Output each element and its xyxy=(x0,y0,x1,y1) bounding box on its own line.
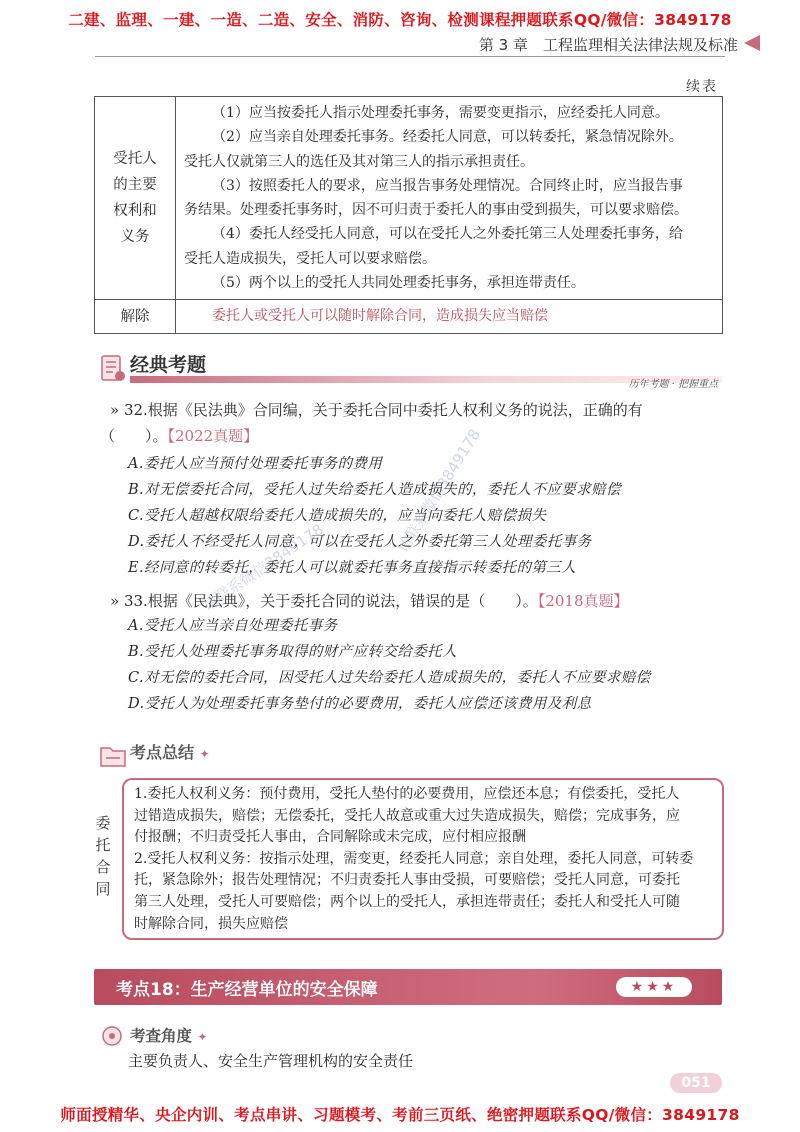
table-line: （4）委托人经受托人同意，可以在受托人之外委托第三人处理委托事务，给 xyxy=(212,226,683,243)
table-line: （2）应当亲自处理委托事务。经委托人同意，可以转委托，紧急情况除外。 xyxy=(212,129,683,146)
question-32-option-e: E.经同意的转委托，委托人可以就委托事务直接指示转委托的第三人 xyxy=(128,560,577,576)
summary-side-label: 委托合同 xyxy=(95,814,111,898)
chapter-triangle-icon xyxy=(744,35,760,51)
kaodian-title: 考点18：生产经营单位的安全保障 xyxy=(116,980,378,1000)
summary-line: 付报酬；不归责受托人事由，合同解除或未完成，应付相应报酬 xyxy=(134,829,526,846)
summary-line: 过错造成损失，赔偿；无偿委托，受托人故意或重大过失造成损失，赔偿；完成事务，应 xyxy=(134,807,680,824)
classic-subtitle: 历年考题 · 把握重点 xyxy=(628,379,718,390)
question-32-option-a: A.委托人应当预付处理委托事务的费用 xyxy=(128,456,383,472)
summary-line: 时解除合同，损失应赔偿 xyxy=(134,915,288,932)
table-line: （5）两个以上的受托人共同处理委托事务，承担连带责任。 xyxy=(212,275,585,292)
summary-line: 2.受托人权利义务：按指示处理，需变更，经委托人同意；亲自处理，委托人同意，可转委 xyxy=(134,850,694,867)
row-content-termination xyxy=(176,300,723,333)
question-33-text: » 33.根据《民法典》，关于委托合同的说法，错误的是（ ）。 xyxy=(110,592,538,610)
entrusted-party-table xyxy=(94,96,723,334)
question-33-stem xyxy=(110,588,629,614)
continued-label: 续表 xyxy=(686,79,718,95)
question-32-option-c: C.受托人超越权限给委托人造成损失的，应当向委托人赔偿损失 xyxy=(128,508,547,524)
table-line: （3）按照委托人的要求，应当报告事务处理情况。合同终止时，应当报告事 xyxy=(212,177,683,194)
table-line: 受托人仅就第三人的选任及其对第三人的指示承担责任。 xyxy=(184,153,534,170)
sparkle-icon: ✦ xyxy=(199,747,210,761)
question-32-blank: （ ）。 xyxy=(100,427,168,445)
footer-ad-banner: 师面授精华、央企内训、考点串讲、习题模考、考前三页纸、绝密押题联系QQ/微信：3849178 xyxy=(60,1106,740,1124)
exam-paper-icon xyxy=(98,350,128,384)
question-32-option-b: B.对无偿委托合同，受托人过失给委托人造成损失的，委托人不应要求赔偿 xyxy=(128,482,621,498)
summary-text xyxy=(134,784,716,935)
question-33-option-b: B.受托人处理委托事务取得的财产应转交给委托人 xyxy=(128,644,457,660)
table-line: （1）应当按委托人指示处理委托事务，需要变更指示，应经委托人同意。 xyxy=(212,105,669,121)
page-number: 051 xyxy=(670,1073,722,1093)
header-ad-banner: 二建、监理、一建、一造、二造、安全、消防、咨询、检测课程押题联系QQ/微信：3849178 xyxy=(68,11,732,29)
question-32-year-tag: 【2022真题】 xyxy=(167,427,259,445)
kaocha-title xyxy=(130,1024,207,1046)
watermark: 请联系微信3849178 xyxy=(199,520,327,615)
row-label-termination: 解除 xyxy=(95,300,176,333)
importance-stars: ★★★ xyxy=(616,977,692,997)
question-32-stem: » 32.根据《民法典》合同编，关于委托合同中委托人权利义务的说法，正确的有 xyxy=(110,401,643,419)
kaocha-header xyxy=(94,1024,394,1050)
kaocha-title-text: 考查角度 xyxy=(130,1027,193,1045)
question-33-year-tag: 【2018真题】 xyxy=(537,592,629,610)
question-33-option-c: C.对无偿的委托合同，因受托人过失给委托人造成损失的，委托人不应要求赔偿 xyxy=(128,670,651,686)
summary-header xyxy=(94,738,394,768)
eye-check-icon xyxy=(98,1020,128,1054)
question-33-option-a: A.受托人应当亲自处理委托事务 xyxy=(128,618,338,634)
summary-line: 第三人处理，受托人可要赔偿；两个以上的受托人，承担连带责任；委托人和受托人可随 xyxy=(134,893,680,910)
classic-questions-header xyxy=(94,348,722,388)
summary-box xyxy=(122,778,724,940)
row-label-rights xyxy=(95,97,176,300)
summary-line: 托，紧急除外；报告处理情况；不归责委托人事由受损，可要赔偿；受托人同意，可委托 xyxy=(134,872,680,889)
summary-title xyxy=(130,740,210,763)
kaodian-banner xyxy=(94,969,722,1005)
summary-line: 1.委托人权利义务：预付费用，受托人垫付的必要费用，应偿还本息；有偿委托，受托人 xyxy=(134,786,680,802)
row-label-text: 受托人的主要权利和义务 xyxy=(113,151,157,246)
folder-icon xyxy=(98,738,128,772)
question-33-option-d: D.受托人为处理委托事务垫付的必要费用，委托人应偿还该费用及利息 xyxy=(128,696,592,712)
table-row xyxy=(95,300,723,333)
question-32-option-d: D.委托人不经受托人同意，可以在受托人之外委托第三人处理委托事务 xyxy=(128,534,592,550)
chapter-title: 第 3 章 工程监理相关法律法规及标准 xyxy=(478,36,738,54)
watermark: 请联系微信3849178 xyxy=(393,425,485,556)
summary-title-text: 考点总结 xyxy=(130,743,195,762)
row-content-rights xyxy=(176,97,723,300)
question-32-stem-cont xyxy=(100,423,258,449)
classic-title: 经典考题 xyxy=(130,354,207,376)
termination-text: 委托人或受托人可以随时解除合同，造成损失应当赔偿 xyxy=(212,308,548,325)
header-divider xyxy=(95,56,725,57)
table-line: 受托人造成损失，受托人可以要求赔偿。 xyxy=(184,250,436,267)
table-line: 务结果。处理委托事务时，因不可归责于委托人的事由受到损失，可以要求赔偿。 xyxy=(184,202,688,219)
table-row xyxy=(95,97,723,300)
kaocha-body: 主要负责人、安全生产管理机构的安全责任 xyxy=(128,1052,414,1070)
sparkle-icon: ✦ xyxy=(197,1030,208,1044)
